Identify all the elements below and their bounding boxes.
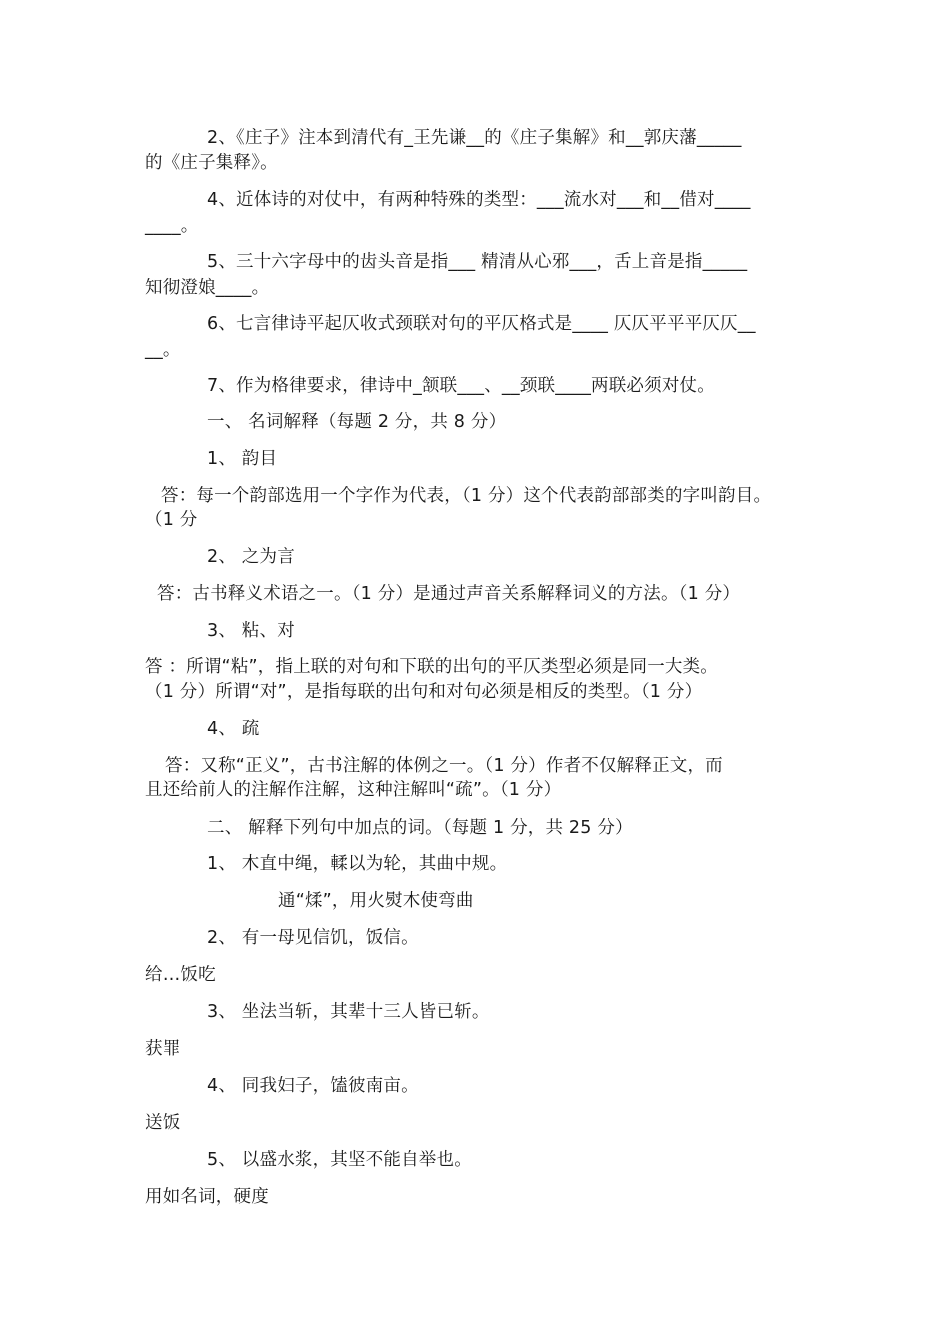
fill-in-q2-line1: 2、《庄子》注本到清代有_王先谦__的《庄子集解》和__郭庆藩_____ <box>207 128 742 148</box>
section2-question-2: 2、 有一母见信饥，饭信。 <box>207 928 419 948</box>
section2-answer-5: 用如名词，硬度 <box>145 1187 269 1207</box>
fill-in-q4-line2: ____。 <box>145 216 199 236</box>
fill-in-q7-line1: 7、作为格律要求，律诗中_颔联___、__颈联____两联必须对仗。 <box>207 376 715 396</box>
section2-question-5: 5、 以盛水浆，其坚不能自举也。 <box>207 1150 472 1170</box>
section2-answer-4: 送饭 <box>145 1113 181 1133</box>
section2-question-4: 4、 同我妇子，馌彼南亩。 <box>207 1076 419 1096</box>
section1-answer-2-line1: 答：古书释义术语之一。（1 分）是通过声音关系解释词义的方法。（1 分） <box>157 584 741 604</box>
fill-in-q4-line1: 4、近体诗的对仗中，有两种特殊的类型：___流水对___和__借对____ <box>207 190 751 210</box>
section2-answer-1: 通“煣”，用火熨木使弯曲 <box>278 891 474 911</box>
section2-answer-3: 获罪 <box>145 1039 181 1059</box>
section1-question-4: 4、 疏 <box>207 719 260 739</box>
section1-answer-1-line1: 答：每一个韵部选用一个字作为代表，（1 分）这个代表韵部部类的字叫韵目。 <box>161 486 772 506</box>
fill-in-q6-line1: 6、七言律诗平起仄收式颈联对句的平仄格式是____ 仄仄平平平仄仄__ <box>207 314 756 334</box>
fill-in-q2-line2: 的《庄子集释》。 <box>145 153 278 173</box>
section1-question-3: 3、 粘、对 <box>207 621 295 641</box>
section1-answer-3-line1: 答 ：所谓“粘”，指上联的对句和下联的出句的平仄类型必须是同一大类。 <box>145 657 718 677</box>
section2-answer-2: 给…饭吃 <box>145 965 216 985</box>
section1-question-1: 1、 韵目 <box>207 449 278 469</box>
section2-question-3: 3、 坐法当斩，其辈十三人皆已斩。 <box>207 1002 490 1022</box>
section2-question-1: 1、 木直中绳，輮以为轮，其曲中规。 <box>207 854 508 874</box>
section1-answer-4-line1: 答：又称“正义”，古书注解的体例之一。（1 分）作者不仅解释正文，而 <box>165 756 723 776</box>
section1-question-2: 2、 之为言 <box>207 547 295 567</box>
section1-answer-1-line2: （1 分 <box>145 510 198 530</box>
section1-answer-3-line2: （1 分）所谓“对”，是指每联的出句和对句必须是相反的类型。（1 分） <box>145 682 703 702</box>
fill-in-q5-line2: 知彻澄娘____。 <box>145 278 270 298</box>
fill-in-q5-line1: 5、三十六字母中的齿头音是指___ 精清从心邪___，舌上音是指_____ <box>207 252 748 272</box>
fill-in-q6-line2: __。 <box>145 340 181 360</box>
section1-answer-4-line2: 且还给前人的注解作注解，这种注解叫“疏”。（1 分） <box>145 780 562 800</box>
section2-heading: 二、 解释下列句中加点的词。（每题 1 分，共 25 分） <box>207 818 633 838</box>
section1-heading: 一、 名词解释（每题 2 分，共 8 分） <box>207 412 507 432</box>
